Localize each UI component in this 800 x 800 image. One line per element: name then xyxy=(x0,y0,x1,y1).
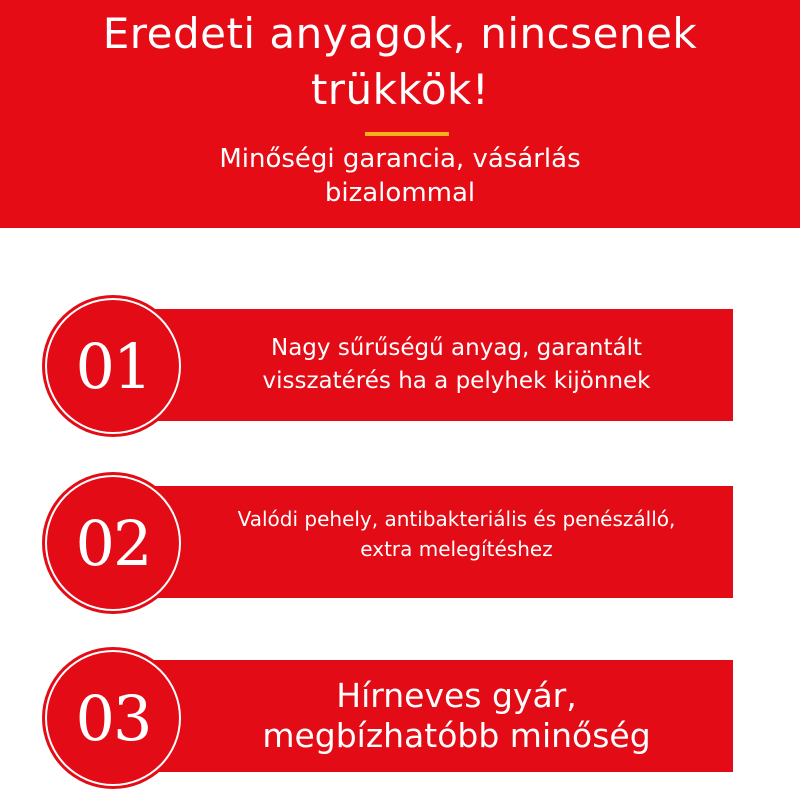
number-badge xyxy=(47,300,179,432)
accent-divider xyxy=(365,132,449,136)
feature-bar xyxy=(130,309,733,421)
badge-number: 03 xyxy=(75,681,151,755)
feature-text-line-2: visszatérés ha a pelyhek kijönnek xyxy=(262,368,651,394)
feature-text-line-1: Nagy sűrűségű anyag, garantált xyxy=(271,335,642,361)
feature-text-line-1: Valódi pehely, antibakteriális és penészálló, xyxy=(237,507,676,531)
number-badge xyxy=(47,652,179,784)
feature-text xyxy=(190,660,723,772)
headline xyxy=(0,6,800,118)
feature-bar xyxy=(130,486,733,598)
feature-text-line-1: Hírneves gyár, xyxy=(336,676,577,715)
headline-line-1: Eredeti anyagok, nincsenek xyxy=(102,9,698,58)
subheadline-line-1: Minőségi garancia, vásárlás xyxy=(219,144,581,174)
feature-text xyxy=(190,486,723,598)
feature-item-02 xyxy=(0,473,800,613)
feature-text xyxy=(190,309,723,421)
badge-number: 02 xyxy=(75,506,151,580)
feature-text-line-2: extra melegítéshez xyxy=(360,537,553,561)
feature-text-line-2: megbízhatóbb minőség xyxy=(262,716,651,755)
feature-bar xyxy=(130,660,733,772)
badge-number: 01 xyxy=(75,329,151,403)
subheadline xyxy=(0,142,800,210)
headline-line-2: trükkök! xyxy=(310,65,490,114)
feature-item-01 xyxy=(0,296,800,436)
subheadline-line-2: bizalommal xyxy=(324,178,476,208)
number-badge xyxy=(47,477,179,609)
header-banner xyxy=(0,0,800,228)
feature-item-03 xyxy=(0,648,800,788)
